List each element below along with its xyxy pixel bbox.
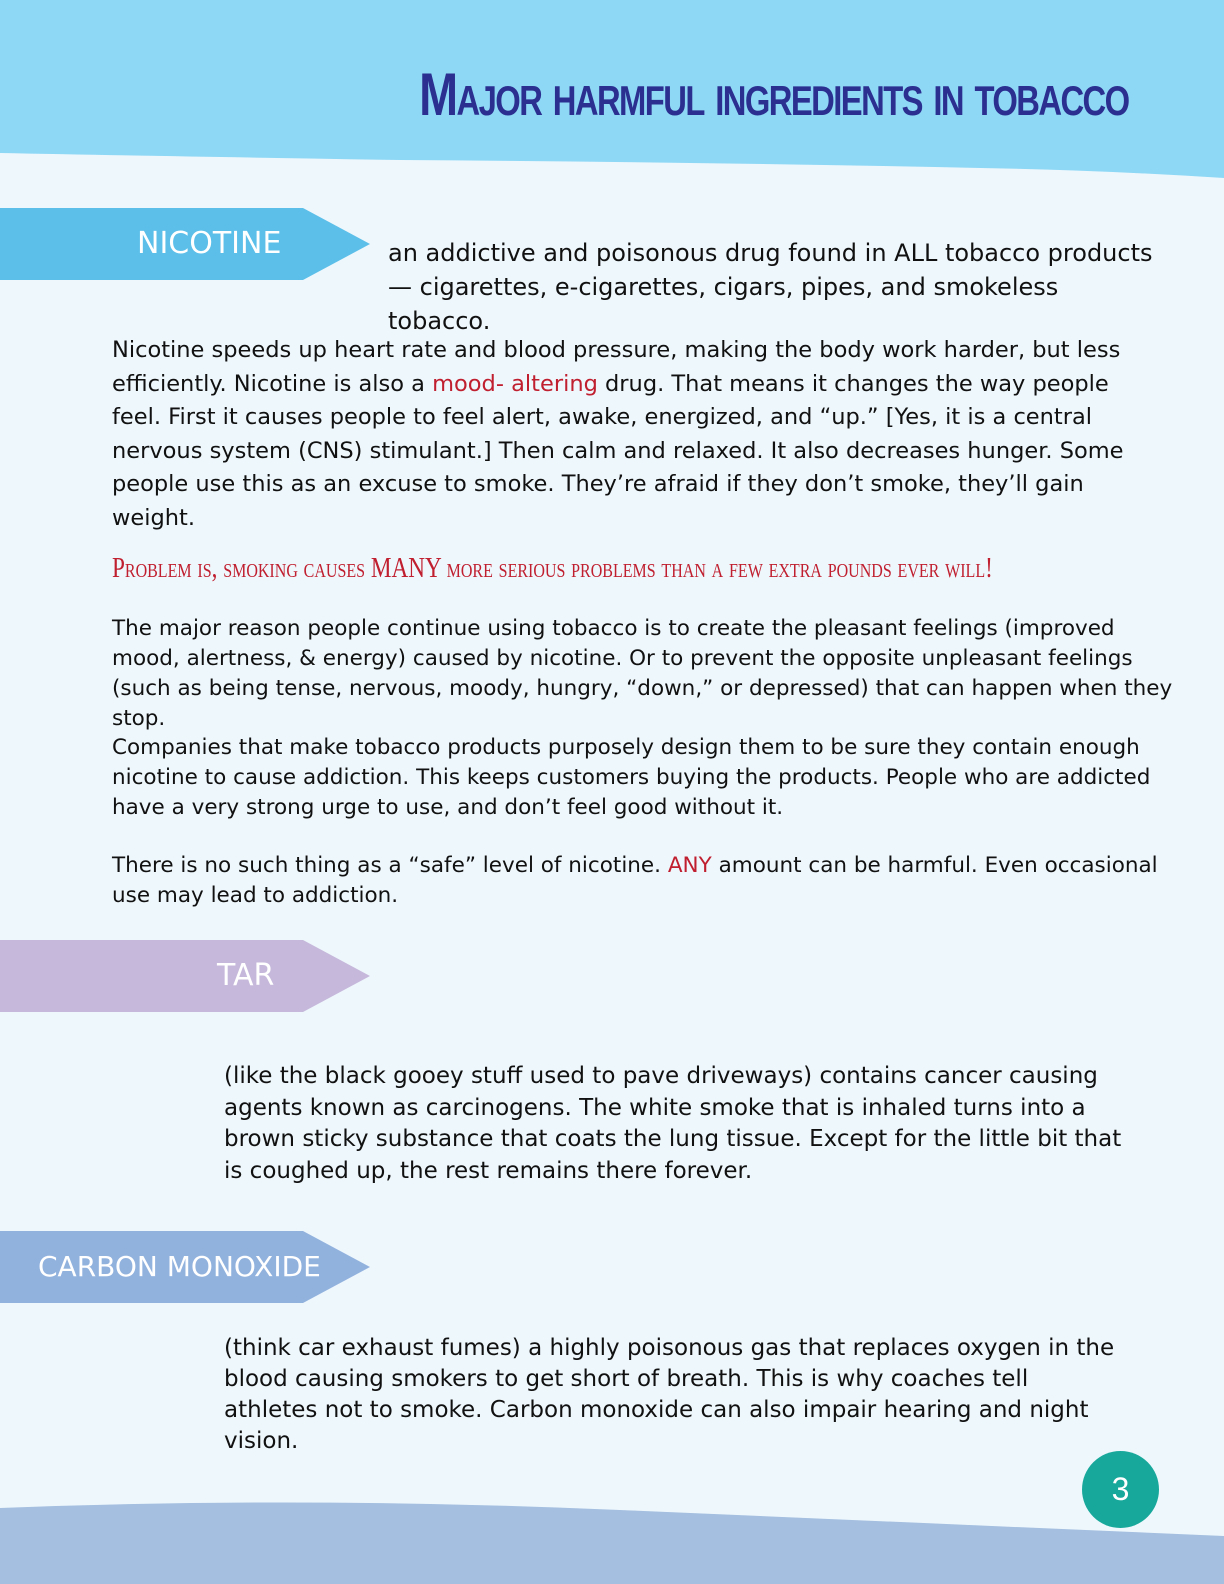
tar-tag-label: TAR — [217, 958, 275, 993]
safe-level-paragraph: There is no such thing as a “safe” level of nicotine. ANY amount can be harmful. Even occasional use may lead to addiction. — [112, 853, 1158, 908]
any-highlight: ANY — [667, 853, 712, 878]
tar-description: (like the black gooey stuff used to pave driveways) contains cancer causing agents known as carcinogens. The white smoke that is inhaled turns into a brown sticky substance that coats the lung tissue. Except for the little bit that is coughed up, the rest remains there forever. — [224, 1063, 1122, 1184]
companies-paragraph: Companies that make tobacco products purposely design them to be sure they contain enough nicotine to cause addiction. This keeps customers buying the products. People who are addicted have a very strong urge to use, and don’t feel good without it. — [112, 735, 1151, 820]
weight-callout: Problem is, smoking causes MANY more serious problems than a few extra pounds ever will! — [112, 552, 993, 584]
carbon-monoxide-tag-label: CARBON MONOXIDE — [38, 1250, 321, 1283]
tar-tag — [0, 940, 372, 1012]
reason-paragraph: The major reason people continue using tobacco is to create the pleasant feelings (improved mood, alertness, & energy) caused by nicotine. Or to prevent the opposite unpleasant feelings (such as being tense, nervous, moody, hungry, “down,” or depressed) that can happen when they stop. — [112, 616, 1173, 731]
page-number-badge: 3 — [1082, 1451, 1159, 1528]
carbon-monoxide-tag — [0, 1231, 372, 1303]
carbon-monoxide-description: (think car exhaust fumes) a highly poisonous gas that replaces oxygen in the blood causing smokers to get short of breath. This is why coaches tell athletes not to smoke. Carbon monoxide can also impair hearing and night vision. — [224, 1335, 1115, 1454]
nicotine-tag — [0, 208, 372, 280]
nicotine-effects-paragraph: Nicotine speeds up heart rate and blood pressure, making the body work harder, but less efficiently. Nicotine is also a mood- altering drug. That means it changes the way people feel. First it causes people to feel alert, awake, energized, and “up.” [Yes, it is a central nervous system (CNS) stimulant.] Then calm and relaxed. It also decreases hunger. Some people use this as an excuse to smoke. They’re afraid if they don’t smoke, they’ll gain weight. — [112, 337, 1124, 531]
nicotine-tag-label: NICOTINE — [137, 226, 282, 261]
mood-altering-highlight: mood- altering — [432, 370, 598, 397]
page-title: Major harmful ingredients in tobacco — [419, 61, 1129, 128]
nicotine-lead-text: an addictive and poisonous drug found in ALL tobacco products — cigarettes, e-cigarettes, cigars, pipes, and smokeless tobacco. — [388, 239, 1153, 335]
footer-band — [0, 1496, 1224, 1584]
